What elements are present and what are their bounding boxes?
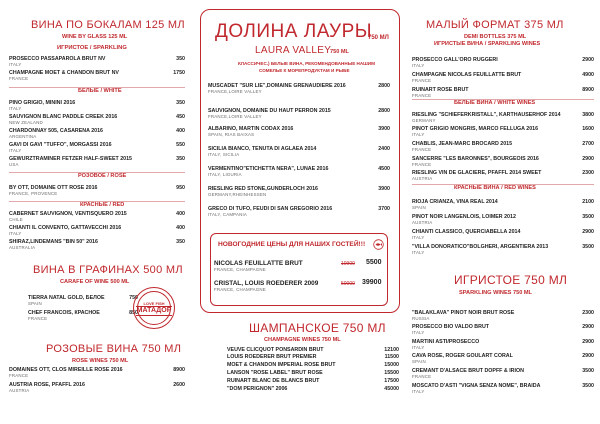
list-item: SHIRAZ,LINDEMANS "BIN 50" 2016 350 AUSTRALIA — [9, 239, 185, 251]
list-item: DOMAINES OTT, CLOS MIREILLE ROSE 2016 8900 FRANCE — [9, 367, 185, 379]
list-item: CREMANT D'ALSACE BRUT DOPFF & IRION 3500 FRANCE — [412, 368, 594, 380]
list-item: PINOT GRIGIO MONGRIS, MARCO FELLUGA 2016 1600 ITALY — [412, 126, 594, 138]
list-item: CHIANTI CLASSICO, QUERCIABELLA 2014 2900 ITALY — [412, 229, 594, 241]
sparkling750-subtitle: SPARKLING WINES 750 ML — [459, 290, 532, 296]
carafe-title: ВИНА В ГРАФИНАХ 500 МЛ — [33, 264, 183, 276]
list-item: BY OTT, DOMAINE OTT ROSE 2016 950 FRANCE, PROVENCE — [9, 185, 185, 197]
list-item: RIOJA CRIANZA, VINA REAL 2014 2100 SPAIN — [412, 199, 594, 211]
rose-heading: РОЗОВОЕ / ROSE — [78, 173, 127, 179]
list-item: ALBARINO, MARTIN CODAX 2016 3900 SPAIN, RIAS BAIXAS — [208, 126, 390, 138]
carafe-subtitle: CARAFE OF WINE 500 ML — [60, 279, 130, 285]
list-item: TIERRA NATAL GOLD, БЕЛОЕ 750 SPAIN — [28, 295, 138, 307]
champagne-title: ШАМПАНСКОЕ 750 МЛ — [249, 321, 386, 335]
laura-subtitle: LAURA VALLEY — [255, 45, 332, 56]
promo-item: NICOLAS FEUILLATTE BRUT 10900 5500 FRANCE, CHAMPAGNE — [214, 259, 382, 273]
list-item: RIESLING "SCHIEFERKRISTALL", KARTHAUSERHOF 2014 3800 GERMANY — [412, 112, 594, 124]
small-format-title: МАЛЫЙ ФОРМАТ 375 МЛ — [426, 19, 564, 31]
small-sparkling-heading: ИГРИСТЫЕ ВИНА / SPARKLING WINES — [434, 41, 541, 47]
list-item: LOUIS ROEDERER BRUT PREMIER 11500 — [227, 354, 399, 360]
list-item: CAVA ROSE, ROGER GOULART CORAL 2900 SPAIN — [412, 353, 594, 365]
rose750-title: РОЗОВЫЕ ВИНА 750 МЛ — [46, 343, 182, 355]
list-item: "BALAKLAVA" PINOT NOIR BRUT ROSE 2300 RUSSIA — [412, 310, 594, 322]
list-item: PINO GRIGIO, MININI 2016 350 ITALY — [9, 100, 185, 112]
list-item: "VILLA DONORATICO"BOLGHERI, ARGENTIERA 2013 3500 ITALY — [412, 244, 594, 256]
fish-icon — [373, 239, 384, 250]
list-item: SANCERRE "LES BARONNES", BOURGEOIS 2016 2900 FRANCE — [412, 156, 594, 168]
sparkling-heading: ИГРИСТОЕ / SPARKLING — [57, 45, 127, 51]
list-item: RUINART BLANC DE BLANCS BRUT 17500 — [227, 378, 399, 384]
love-fish-stamp-logo: LOVE FISH МАТАДОР — [133, 287, 175, 329]
laura-subtitle-volume: 750 ML — [330, 49, 349, 55]
list-item: CHARDONNAY 505, CASARENA 2016 400 ARGENTINA — [9, 128, 185, 140]
list-item: RIESLING RED STONE,GUNDERLOCH 2016 3900 GERMANY,RHEINHESSEN — [208, 186, 390, 198]
list-item: MUSCADET "SUR LIE",DOMAINE GRENAUDIERE 2016 2800 FRANCE,LOIRE VALLEY — [208, 83, 390, 95]
list-item: CHAMPAGNE NICOLAS FEUILLATTE BRUT 4900 FRANCE — [412, 72, 594, 84]
list-item: SICILIA BIANCO, TENUTA DI AGLAEA 2014 2400 ITALY, SICILIA — [208, 146, 390, 158]
laura-title: ДОЛИНА ЛАУРЫ — [215, 21, 373, 42]
list-item: MOSCATO D'ASTI "VIGNA SENZA NOME", BRAIDA 3500 ITALY — [412, 383, 594, 395]
list-item: MARTINI ASTI/PROSECCO 2900 ITALY — [412, 339, 594, 351]
list-item: GRECO DI TUFO, FEUDI DI SAN GREGORIO 2016 3700 ITALY, CAMPANIA — [208, 206, 390, 218]
laura-description-2: СОМЕЛЬЕ К МОРЕПРОДУКТАМ И РЫБЕ — [259, 68, 350, 73]
list-item: CHAMPAGNE MOET & CHANDON BRUT NV 1750 FRANCE — [9, 70, 185, 82]
glass-title: ВИНА ПО БОКАЛАМ 125 МЛ — [31, 19, 185, 31]
rose750-subtitle: ROSE WINES 750 ML — [72, 358, 129, 364]
small-format-subtitle: DEMI BOTTLES 375 ML — [464, 34, 527, 40]
list-item: SAUVIGNON, DOMAINE DU HAUT PERRON 2015 2800 FRANCE,LOIRE VALLEY — [208, 108, 390, 120]
list-item: CHABLIS, JEAN-MARC BROCARD 2015 2700 FRANCE — [412, 141, 594, 153]
white-heading: БЕЛЫЕ / WHITE — [78, 88, 122, 94]
sparkling750-title: ИГРИСТОЕ 750 МЛ — [454, 273, 568, 287]
list-item: SAUVIGNON BLANC PADDLE CREEK 2016 450 NEW ZEALAND — [9, 114, 185, 126]
list-item: LANSON "ROSE LABEL" BRUT ROSE 15500 — [227, 370, 399, 376]
promo-item: CRISTAL, LOUIS ROEDERER 2009 50000 39900 FRANCE, CHAMPAGNE — [214, 279, 382, 293]
laura-title-volume: 750 МЛ — [368, 35, 389, 41]
list-item: GAVI DI GAVI "TUFFO", MORGASSI 2016 550 ITALY — [9, 142, 185, 154]
small-red-heading: КРАСНЫЕ ВИНА / RED WINES — [454, 185, 536, 191]
champagne-subtitle: CHAMPAGNE WINES 750 ML — [264, 337, 341, 343]
laura-description-1: КЛАССИЧЕС.) БЕЛЫЕ ВИНА, РЕКОМЕНДОВАННЫЕ НАШИМ — [238, 61, 375, 66]
list-item: MOET & CHANDON IMPERIAL ROSE BRUT 15000 — [227, 362, 399, 368]
promo-title: НОВОГОДНИЕ ЦЕНЫ ДЛЯ НАШИХ ГОСТЕЙ!!! — [218, 241, 366, 248]
list-item: PROSECCO PASSAPAROLA BRUT NV 350 ITALY — [9, 56, 185, 68]
red-heading: КРАСНЫЕ / RED — [80, 202, 125, 208]
list-item: CHIANTI IL CONVENTO, GATTAVECCHI 2016 400 ITALY — [9, 225, 185, 237]
list-item: GEWURZTRAMINER FETZER HALF-SWEET 2015 350 USA — [9, 156, 185, 168]
glass-subtitle: WINE BY GLASS 125 ML — [62, 34, 128, 40]
list-item: "DOM PERIGNON" 2006 45000 — [227, 386, 399, 392]
list-item: RUINART ROSE BRUT 8900 FRANCE — [412, 87, 594, 99]
list-item: PROSECCO BIO VALDO BRUT 2900 ITALY — [412, 324, 594, 336]
list-item: AUSTRIA ROSE, PFAFFL 2016 2600 AUSTRIA — [9, 382, 185, 394]
list-item: CABERNET SAUVIGNON, VENTISQUERO 2015 400 CHILE — [9, 211, 185, 223]
list-item: VERMENTINO"ETICHETTA NERA", LUNAE 2016 4500 ITALY, LIGURIA — [208, 166, 390, 178]
list-item: CHEF FRANCOIS, КРАСНОЕ 850 FRANCE — [28, 310, 138, 322]
list-item: PINOT NOIR LANGENLOIS, LOIMER 2012 3500 AUSTRIA — [412, 214, 594, 226]
list-item: PROSECCO GALL'ORO RUGGERI 2900 ITALY — [412, 57, 594, 69]
small-white-heading: БЕЛЫЕ ВИНА / WHITE WINES — [454, 100, 536, 106]
list-item: VEUVE CLICQUOT PONSARDIN BRUT 12100 — [227, 347, 399, 353]
list-item: RIESLING VIN DE GLACIERE, PFAFFL 2014 SWEET 2300 AUSTRIA — [412, 170, 594, 182]
